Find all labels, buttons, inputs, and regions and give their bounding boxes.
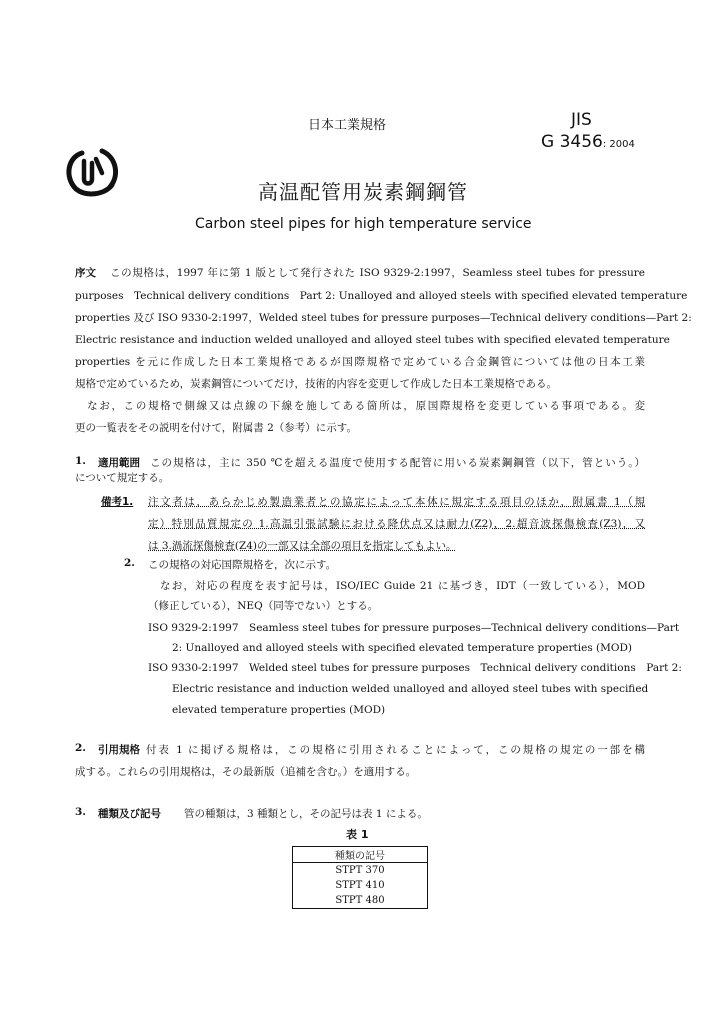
- table-row: STPT 410: [293, 878, 428, 893]
- note-1-line-1: 注文者は，あらかじめ製造業者との協定によって本体に規定する項目のほか，附属書 1（規: [148, 496, 645, 508]
- note-2-line-1: この規格の対応国際規格を，次に示す。: [148, 559, 337, 571]
- note-1-label: 備考1.: [101, 496, 134, 508]
- preface-line-5: properties を元に作成した日本工業規格であるが国際規格で定めている合金鋼管については他の日本工業: [75, 356, 645, 368]
- section-1-heading: 適用範囲: [98, 457, 140, 469]
- section-1-number: 1.: [75, 455, 86, 467]
- standard-year: : 2004: [602, 139, 635, 150]
- table-row: STPT 370: [293, 863, 428, 879]
- section-2-line-2: 成する。これらの引用規格は，その最新版（追補を含む。）を適用する。: [75, 766, 417, 778]
- standard-number: [541, 132, 635, 152]
- preface-line-7: なお，この規格で側線又は点線の下線を施してある箇所は，原国際規格を変更している事項である。変: [75, 400, 645, 412]
- note-1-line-3: は 3.渦流探傷検査(Z4)の一部又は全部の項目を指定してもよい。: [148, 540, 457, 552]
- table-1: [292, 846, 428, 909]
- ref-2-line-3: elevated temperature properties (MOD): [172, 704, 386, 716]
- preface-line-6: 規格で定めているため，炭素鋼管についてだけ，技術的内容を変更して作成した日本工業規格である。: [75, 378, 557, 390]
- ref-2-line-2: Electric resistance and induction welded unalloyed and alloyed steel tubes with specified: [172, 683, 649, 695]
- standard-type-label: 日本工業規格: [308, 118, 387, 133]
- page-title-en: Carbon steel pipes for high temperature service: [195, 216, 532, 232]
- section-2-number: 2.: [75, 742, 86, 754]
- preface-line-8: 更の一覧表をその説明を付けて，附属書 2（参考）に示す。: [75, 422, 357, 434]
- note-2-label: 2.: [124, 557, 135, 569]
- note-2-line-3: （修正している），NEQ（同等でない）とする。: [148, 600, 379, 612]
- preface-label: 序文: [75, 267, 96, 279]
- section-1-line-1: この規格は，主に 350 ℃を超える温度で使用する配管に用いる炭素鋼鋼管（以下，管という。）: [150, 457, 645, 469]
- section-2-line-1: 付表 1 に掲げる規格は，この規格に引用されることによって，この規格の規定の一部を構: [146, 744, 645, 756]
- section-2-heading: 引用規格: [98, 744, 140, 756]
- page-title-ja: 高温配管用炭素鋼鋼管: [258, 180, 468, 204]
- section-3-heading: 種類及び記号: [98, 808, 161, 820]
- table-row: STPT 480: [293, 893, 428, 909]
- section-3-number: 3.: [75, 806, 86, 818]
- section-1-line-2: について規定する。: [75, 472, 170, 484]
- section-3-text: 管の種類は，3 種類とし，その記号は表 1 による。: [184, 808, 428, 820]
- preface-line-1: この規格は，1997 年に第 1 版として発行された ISO 9329-2:1997，Seamless steel tubes for pressure: [110, 267, 645, 279]
- note-1-line-2: 定）特別品質規定の 1.高温引張試験における降伏点又は耐力(Z2)，2.超音波探傷検査(Z3)，又: [148, 518, 645, 530]
- preface-line-2: purposes Technical delivery conditions Part 2: Unalloyed and alloyed steels with specified elevated temperature: [75, 290, 688, 302]
- jis-logo-icon: [60, 143, 124, 199]
- jis-mark-text: JIS: [571, 110, 592, 130]
- preface-line-4: Electric resistance and induction welded unalloyed and alloyed steel tubes with specified elevated temperature: [75, 334, 670, 346]
- table-header-cell: 種類の記号: [293, 847, 428, 863]
- note-2-line-2: なお，対応の程度を表す記号は，ISO/IEC Guide 21 に基づき，IDT（一致している），MOD: [160, 580, 645, 592]
- ref-1-line-2: 2: Unalloyed and alloyed steels with specified elevated temperature properties (MOD): [172, 642, 633, 654]
- ref-2-line-1: ISO 9330-2:1997 Welded steel tubes for pressure purposes Technical delivery conditions Part 2:: [148, 662, 682, 674]
- table-1-caption: 表 1: [346, 828, 369, 841]
- ref-1-line-1: ISO 9329-2:1997 Seamless steel tubes for pressure purposes—Technical delivery conditions—Part: [148, 622, 680, 634]
- standard-code: G 3456: [541, 132, 603, 152]
- preface-line-3: properties 及び ISO 9330-2:1997，Welded steel tubes for pressure purposes—Technical delivery conditions—Part 2:: [75, 312, 692, 324]
